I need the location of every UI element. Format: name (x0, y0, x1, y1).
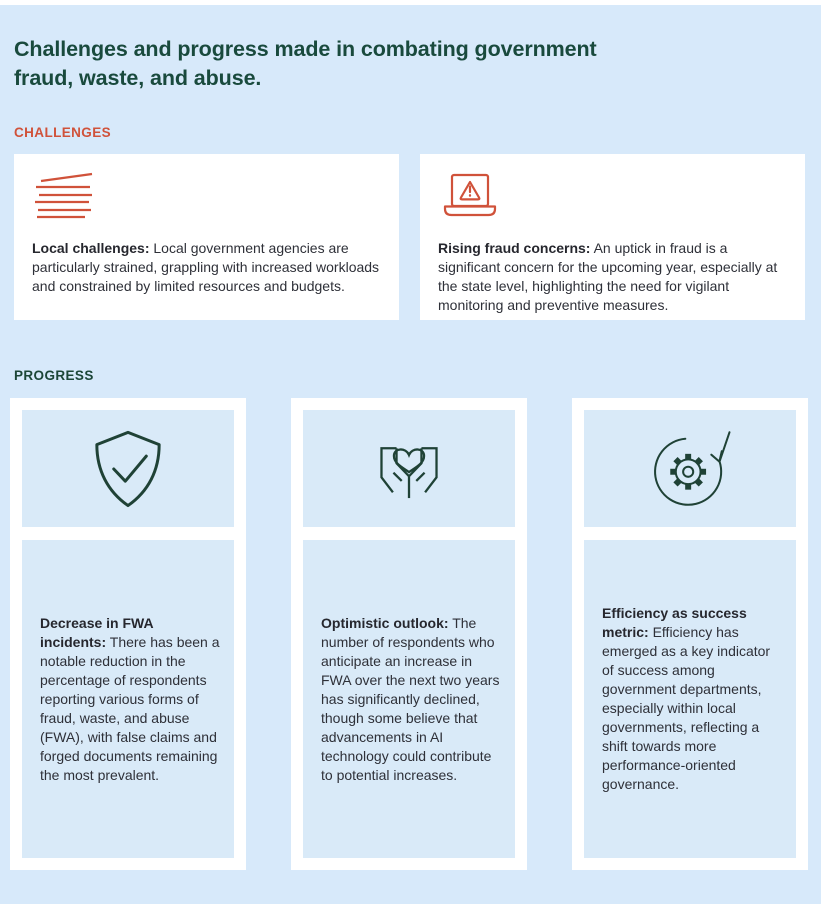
progress-card-lead: Decrease in FWA incidents: (40, 614, 154, 650)
progress-card-row (10, 398, 808, 870)
shield-check-icon (22, 410, 234, 527)
challenge-card-local (14, 154, 399, 320)
challenge-card-lead: Local challenges: (32, 240, 150, 257)
infographic (0, 5, 821, 870)
stacked-lines-icon (32, 167, 381, 225)
progress-card-efficiency (572, 398, 808, 870)
progress-card-text (40, 614, 222, 785)
challenge-card-body: An uptick in fraud is a significant concern for the upcoming year, especially at the state level, highlighting the need for vigilant monitoring and preventive measures. (438, 240, 778, 314)
progress-card-decrease (10, 398, 246, 870)
progress-card-lead: Efficiency as success metric: (602, 605, 747, 641)
challenges-section-label: CHALLENGES (14, 125, 112, 141)
challenges-card-row (14, 154, 805, 320)
progress-card-text (321, 614, 503, 785)
progress-card-body: The number of respondents who anticipate an increase in FWA over the next two years has significantly declined, though some believe that advancements in AI technology could contribute to potential increases. (321, 614, 500, 783)
progress-card-outlook (291, 398, 527, 870)
challenge-card-text (438, 239, 787, 315)
challenge-card-fraud (420, 154, 805, 320)
challenge-card-lead: Rising fraud concerns: (438, 240, 591, 257)
progress-card-text-tile (584, 540, 796, 858)
progress-card-text (602, 604, 784, 794)
laptop-warning-icon (438, 167, 787, 225)
progress-card-text-tile (303, 540, 515, 858)
hands-heart-icon (303, 410, 515, 527)
gear-refresh-icon (584, 410, 796, 527)
challenge-card-text (32, 239, 381, 296)
progress-card-body: Efficiency has emerged as a key indicator of success among government departments, especially within local governments, reflecting a shift towards more performance-oriented governance. (602, 624, 771, 793)
challenge-card-body: Local government agencies are particularly strained, grappling with increased workloads and constrained by limited resources and budgets. (32, 240, 380, 295)
progress-card-body: There has been a notable reduction in the percentage of respondents reporting various forms of fraud, waste, and abuse (FWA), with false claims and forged documents remaining the most prevalent. (40, 633, 220, 783)
progress-section-label: PROGRESS (14, 368, 94, 384)
page-title: Challenges and progress made in combating government fraud, waste, and abuse. (14, 37, 597, 90)
progress-card-text-tile (22, 540, 234, 858)
progress-card-lead: Optimistic outlook: (321, 614, 449, 631)
